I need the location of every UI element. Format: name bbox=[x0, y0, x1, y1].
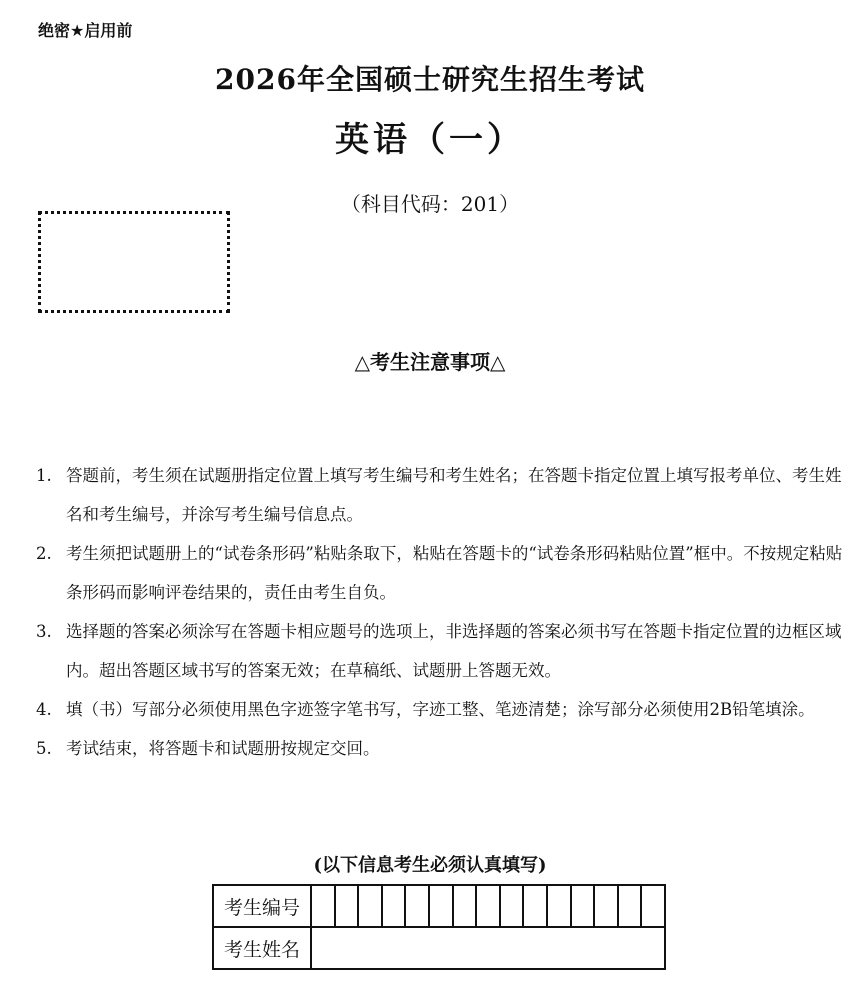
rule-number: 5. bbox=[36, 739, 52, 758]
candidate-id-digit-cell[interactable] bbox=[500, 885, 524, 927]
candidate-id-digit-cell[interactable] bbox=[476, 885, 500, 927]
candidate-id-digit-cell[interactable] bbox=[594, 885, 618, 927]
candidate-id-digit-cell[interactable] bbox=[311, 885, 335, 927]
barcode-sticker-area[interactable] bbox=[38, 211, 230, 313]
notice-title: △考生注意事项△ bbox=[354, 350, 506, 374]
rule-text: 考生须把试题册上的“试卷条形码”粘贴条取下，粘贴在答题卡的“试卷条形码粘贴位置”框中。不按规定粘贴条形码而影响评卷结果的，责任由考生自负。 bbox=[66, 544, 843, 602]
candidate-name-label: 考生姓名 bbox=[213, 927, 311, 969]
candidate-id-digit-cell[interactable] bbox=[547, 885, 571, 927]
subject-code: （科目代码：201） bbox=[340, 192, 520, 216]
candidate-id-digit-cell[interactable] bbox=[429, 885, 453, 927]
candidate-id-digit-cell[interactable] bbox=[335, 885, 359, 927]
candidate-id-digit-cell[interactable] bbox=[453, 885, 477, 927]
rule-number: 4. bbox=[36, 700, 52, 719]
candidate-id-digit-cell[interactable] bbox=[641, 885, 665, 927]
candidate-id-digit-cell[interactable] bbox=[358, 885, 382, 927]
notice-rule-1 bbox=[36, 456, 851, 534]
rule-text: 答题前，考生须在试题册指定位置上填写考生编号和考生姓名；在答题卡指定位置上填写报考单位、考生姓名和考生编号，并涂写考生编号信息点。 bbox=[66, 466, 842, 524]
candidate-id-digit-cell[interactable] bbox=[405, 885, 429, 927]
candidate-id-digit-cell[interactable] bbox=[382, 885, 406, 927]
exam-title: 2026年全国硕士研究生招生考试 bbox=[215, 63, 645, 96]
confidential-mark: 绝密★启用前 bbox=[38, 21, 133, 40]
rule-text: 填（书）写部分必须使用黑色字迹签字笔书写，字迹工整、笔迹清楚；涂写部分必须使用2B铅笔填涂。 bbox=[66, 700, 815, 719]
notice-rule-4 bbox=[36, 690, 851, 729]
candidate-info-table bbox=[212, 884, 666, 970]
rule-text: 选择题的答案必须涂写在答题卡相应题号的选项上，非选择题的答案必须书写在答题卡指定位置的边框区域内。超出答题区域书写的答案无效；在草稿纸、试题册上答题无效。 bbox=[66, 622, 842, 680]
candidate-id-digit-cell[interactable] bbox=[618, 885, 642, 927]
candidate-id-digit-cell[interactable] bbox=[571, 885, 595, 927]
candidate-id-digit-cell[interactable] bbox=[523, 885, 547, 927]
candidate-id-label: 考生编号 bbox=[213, 885, 311, 927]
candidate-name-row bbox=[213, 927, 665, 969]
candidate-name-field[interactable] bbox=[311, 927, 665, 969]
notice-rule-3 bbox=[36, 612, 851, 690]
rule-number: 2. bbox=[36, 544, 52, 563]
candidate-id-row bbox=[213, 885, 665, 927]
rule-number: 1. bbox=[36, 466, 52, 485]
info-form-caption: (以下信息考生必须认真填写) bbox=[313, 855, 547, 876]
exam-subject: 英语（一） bbox=[335, 120, 525, 160]
notice-rules bbox=[36, 456, 851, 768]
rule-number: 3. bbox=[36, 622, 52, 641]
notice-rule-5 bbox=[36, 729, 851, 768]
rule-text: 考试结束，将答题卡和试题册按规定交回。 bbox=[66, 739, 380, 758]
notice-rule-2 bbox=[36, 534, 851, 612]
